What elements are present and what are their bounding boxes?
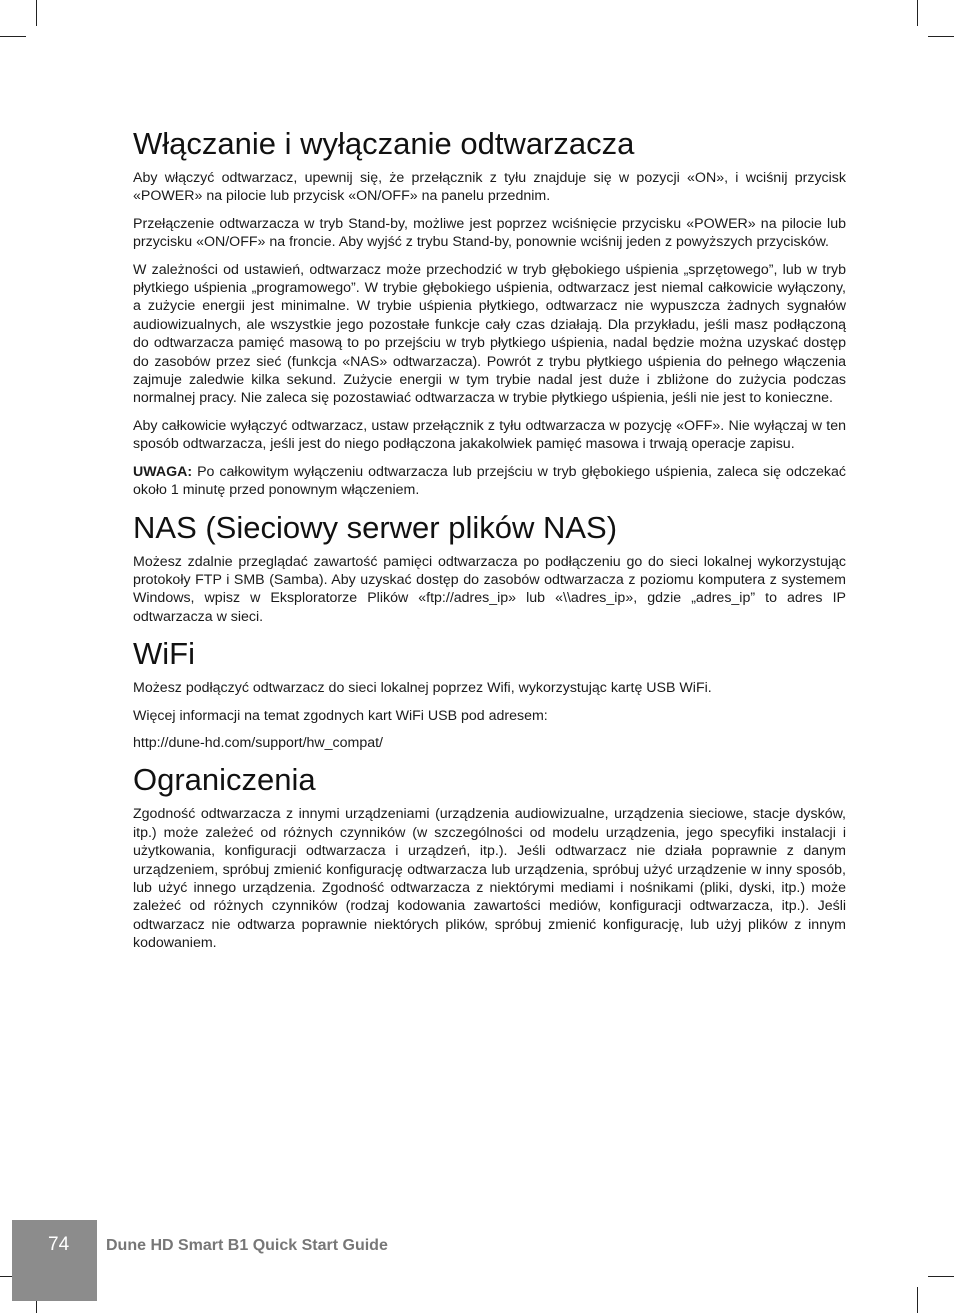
page-number: 74 [48,1234,70,1255]
note-label: UWAGA: [133,463,193,480]
crop-mark [928,36,954,37]
paragraph: Aby całkowicie wyłączyć odtwarzacz, ustaw przełącznik z tyłu odtwarzacza w pozycję «OFF». Nie wyłączaj w ten sposób odtwarzacza, jeśli jest do niego podłączona jakakolwiek pamięć masowa i trwają operacje zapisu. [133,417,846,453]
crop-mark [0,36,26,37]
section-title: WiFi [133,636,195,672]
paragraph: Możesz podłączyć odtwarzacz do sieci lokalnej poprzez Wifi, wykorzystując kartę USB WiFi. [133,680,712,697]
section-limitations [133,761,846,952]
section-title: NAS (Sieciowy serwer plików NAS) [133,509,618,545]
guide-title: Dune HD Smart B1 Quick Start Guide [106,1237,388,1254]
note-paragraph [133,463,846,500]
section-title: Ograniczenia [133,762,316,798]
paragraph: Możesz zdalnie przeglądać zawartość pamięci odtwarzacza po podłączeniu go do sieci lokalnej wykorzystując protokoły FTP i SMB (Samba). Aby uzyskać dostęp do zasobów odtwarzacza z poziomu komputera z systemem Windows, wpisz w Eksploratorze Plików «ftp://adres_ip» lub «\\adres_ip», gdzie „adres_ip” to adres IP odtwarzacza w sieci. [133,553,846,625]
wifi-link[interactable]: http://dune-hd.com/support/hw_compat/ [133,734,383,751]
section-nas [133,509,846,627]
crop-mark [917,0,918,26]
section-power [133,125,846,500]
section-wifi [133,635,846,752]
section-title: Włączanie i wyłączanie odtwarzacza [133,126,635,161]
page-content [133,125,846,962]
paragraph: W zależności od ustawień, odtwarzacz może przechodzić w tryb głębokiego uśpienia „sprzętowego”, lub w tryb płytkiego uśpienia „programowego”. W trybie głębokiego uśpienia, odtwarzacz jest niemal całkowicie wyłączony, a zużycie energii jest minimalne. W trybie uśpienia płytkiego, odtwarzacz nie wypuszcza żadnych sygnałów audiowizualnych, ale wszystkie jego pozostałe funkcje cały czas działają. Dla przykładu, jeśli masz podłączoną do odtwarzacza pamięć masową to po przejściu w tryb płytkiego uśpienia, nadal będzie można uzyskać dostęp do zasobów przez sieć (funkcja «NAS» odtwarzacza). Powrót z trybu płytkiego uśpienia do pełnego włączenia zajmuje zaledwie kilka sekund. Zużycie energii w tym trybie nadal jest duże i zbliżone do zużycia podczas normalnej pracy. Nie zaleca się pozostawiać odtwarzacza w trybie płytkiego uśpienia, jeśli nie jest to konieczne. [133,261,846,407]
crop-mark [917,1287,918,1313]
paragraph: Aby włączyć odtwarzacz, upewnij się, że przełącznik z tyłu znajduje się w pozycji «ON», i wciśnij przycisk «POWER» na pilocie lub przycisk «ON/OFF» na panelu przednim. [133,170,846,205]
page-number-box [12,1220,97,1301]
paragraph: Przełączenie odtwarzacza w tryb Stand-by, możliwe jest poprzez wciśnięcie przycisku «POWER» na pilocie lub przycisku «ON/OFF» na froncie. Aby wyjść z trybu Stand-by, ponownie wciśnij jeden z powyższych przycisków. [133,215,846,251]
crop-mark [36,0,37,26]
note-text: Po całkowitym wyłączeniu odtwarzacza lub przejściu w tryb głębokiego uśpienia, zaleca się odczekać około 1 minutę przed ponownym włączeniem. [133,463,846,499]
paragraph: Więcej informacji na temat zgodnych kart WiFi USB pod adresem: [133,707,548,724]
paragraph: Zgodność odtwarzacza z innymi urządzeniami (urządzenia audiowizualne, urządzenia sieciowe, stacje dysków, itp.) może zależeć od różnych czynników (w szczególności od modelu urządzenia, jego specyfiki instalacji i użytkowania, konfiguracji odtwarzacza i urządzeń, itp.). Jeśli odtwarzacz nie działa poprawnie z danym urządzeniem, spróbuj zmienić konfigurację odtwarzacza lub urządzenia, spróbuj użyć urządzenie w inny sposób, lub użyć innego urządzenia. Zgodność odtwarzacza z niektórymi mediami i nośnikami (pliki, dyski, itp.) może zależeć od różnych czynników (rodzaj kodowania zawartości mediów, konfiguracji odtwarzacza, itp.). Jeśli odtwarzacz nie odtwarza poprawnie niektórych plików, spróbuj zmienić konfigurację, lub użyj plików z innym kodowaniem. [133,806,846,952]
crop-mark [928,1276,954,1277]
